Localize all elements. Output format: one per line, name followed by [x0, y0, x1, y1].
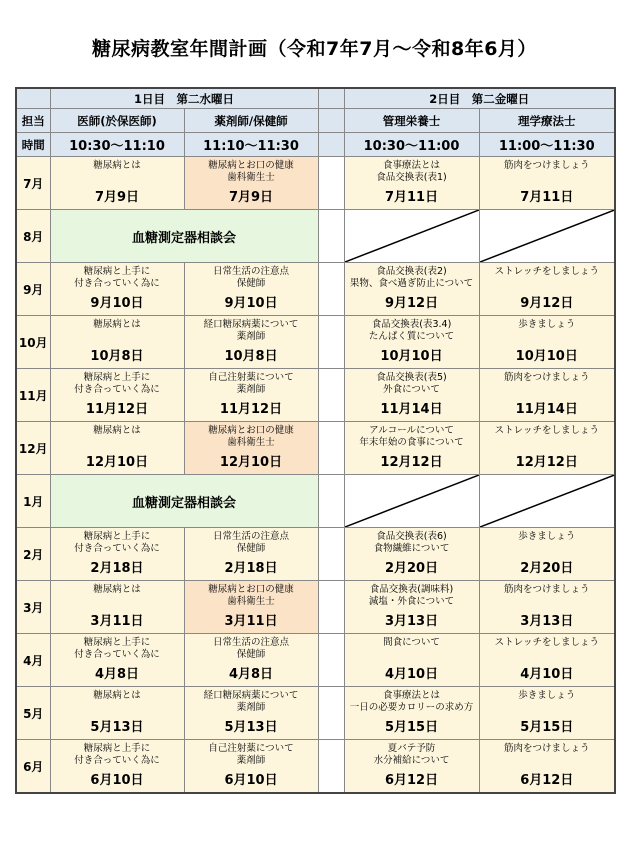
lesson-topic: 糖尿病とは: [93, 160, 141, 171]
lesson-cell: [479, 687, 615, 740]
lesson-date: 12月12日: [515, 455, 578, 470]
lesson-topic: 筋肉をつけましょう: [504, 743, 590, 754]
role-label: 担当: [16, 109, 50, 133]
lesson-topic: 糖尿病と上手に: [83, 743, 151, 754]
time-slot: 11:00～11:30: [479, 133, 615, 157]
lesson-topic: 日常生活の注意点: [213, 266, 290, 277]
lesson-cell: [344, 316, 479, 369]
time-slot: 10:30～11:10: [50, 133, 184, 157]
lesson-topic: 食品交換表(表3.4): [371, 319, 452, 330]
lesson-topic: 糖尿病とお口の健康: [208, 584, 294, 595]
lesson-date: 11月14日: [515, 402, 578, 417]
lesson-topic: 夏バテ予防: [387, 743, 436, 754]
lesson-date: 3月13日: [384, 614, 439, 629]
lesson-date: 3月13日: [520, 614, 574, 629]
lesson-cell: [479, 581, 615, 634]
header-gap: [318, 133, 344, 157]
column-gap: [318, 475, 344, 528]
time-slot: 10:30～11:00: [344, 133, 479, 157]
lesson-cell: [50, 263, 184, 316]
lesson-detail: 薬剤師: [236, 702, 266, 713]
lesson-date: 11月12日: [219, 402, 283, 417]
lesson-cell: [50, 634, 184, 687]
lesson-topic: 日常生活の注意点: [213, 531, 290, 542]
lesson-detail: 付き合っていく為に: [74, 543, 160, 554]
lesson-detail: 食品交換表(表1): [376, 172, 447, 183]
lesson-topic: 糖尿病と上手に: [83, 531, 151, 542]
lesson-topic: 糖尿病とは: [93, 319, 141, 330]
header-corner: [16, 88, 50, 109]
month-row: [16, 528, 615, 581]
column-gap: [318, 634, 344, 687]
lesson-date: 7月11日: [384, 190, 439, 205]
empty-slot: [344, 210, 479, 263]
month-row: [16, 740, 615, 794]
lesson-cell: [479, 316, 615, 369]
lesson-topic: 自己注射薬について: [208, 372, 294, 383]
lesson-topic: 歩きましょう: [518, 531, 576, 542]
lesson-detail: 保健師: [236, 649, 266, 660]
lesson-cell: [479, 422, 615, 475]
lesson-topic: 糖尿病とお口の健康: [208, 425, 294, 436]
month-row: [16, 581, 615, 634]
lesson-cell: [184, 528, 318, 581]
lesson-topic: 筋肉をつけましょう: [504, 584, 590, 595]
lesson-detail: 歯科衛生士: [227, 437, 275, 448]
lesson-date: 4月10日: [520, 667, 574, 682]
lesson-topic: 自己注射薬について: [208, 743, 294, 754]
column-gap: [318, 263, 344, 316]
month-label: 10月: [16, 316, 50, 369]
lesson-topic: 筋肉をつけましょう: [504, 160, 590, 171]
lesson-date: 7月9日: [94, 190, 140, 205]
month-label: 7月: [16, 157, 50, 210]
empty-slot: [479, 210, 615, 263]
column-gap: [318, 687, 344, 740]
lesson-date: 6月12日: [384, 773, 439, 788]
role-dietitian: 管理栄養士: [344, 109, 479, 133]
lesson-detail: 付き合っていく為に: [74, 649, 160, 660]
lesson-date: 11月12日: [85, 402, 149, 417]
lesson-detail: 年末年始の食事について: [359, 437, 464, 448]
lesson-date: 3月11日: [224, 614, 278, 629]
empty-slot: [479, 475, 615, 528]
lesson-cell: [479, 740, 615, 794]
lesson-date: 12月12日: [380, 455, 443, 470]
month-row: [16, 634, 615, 687]
month-row: [16, 475, 615, 528]
lesson-cell: [344, 157, 479, 210]
column-gap: [318, 740, 344, 794]
lesson-topic: 日常生活の注意点: [213, 637, 290, 648]
month-row: [16, 263, 615, 316]
month-label: 1月: [16, 475, 50, 528]
lesson-date: 2月20日: [520, 561, 574, 576]
header-gap: [318, 88, 344, 109]
month-row: [16, 422, 615, 475]
lesson-cell: [344, 528, 479, 581]
column-gap: [318, 528, 344, 581]
lesson-cell: [344, 634, 479, 687]
lesson-topic: ストレッチをしましょう: [494, 425, 599, 436]
lesson-topic: 食事療法とは: [383, 690, 441, 701]
lesson-cell: [184, 687, 318, 740]
lesson-date: 9月12日: [384, 296, 439, 311]
month-label: 12月: [16, 422, 50, 475]
lesson-cell: [479, 634, 615, 687]
month-row: [16, 210, 615, 263]
month-row: [16, 369, 615, 422]
month-row: [16, 316, 615, 369]
lesson-cell: [184, 369, 318, 422]
lesson-date: 5月13日: [224, 720, 278, 735]
month-label: 11月: [16, 369, 50, 422]
month-label: 8月: [16, 210, 50, 263]
role-pharmacist: 薬剤師/保健師: [184, 109, 318, 133]
empty-slot: [344, 475, 479, 528]
lesson-cell: [50, 581, 184, 634]
lesson-topic: 歩きましょう: [518, 690, 576, 701]
column-gap: [318, 422, 344, 475]
lesson-cell: [50, 528, 184, 581]
lesson-cell: [344, 369, 479, 422]
diagonal-line: [480, 475, 615, 527]
lesson-detail: 付き合っていく為に: [74, 755, 160, 766]
lesson-date: 5月15日: [384, 720, 439, 735]
lesson-topic: 食品交換表(表6): [376, 531, 447, 542]
lesson-detail: 食物繊維について: [373, 543, 450, 554]
lesson-detail: 外食について: [383, 384, 440, 395]
lesson-cell: [50, 316, 184, 369]
diagonal-line: [345, 210, 479, 262]
lesson-date: 9月12日: [520, 296, 574, 311]
month-label: 4月: [16, 634, 50, 687]
lesson-topic: 間食について: [383, 637, 440, 648]
lesson-date: 4月8日: [94, 667, 140, 682]
lesson-date: 4月8日: [228, 667, 274, 682]
lesson-detail: 薬剤師: [236, 755, 266, 766]
month-label: 2月: [16, 528, 50, 581]
column-gap: [318, 369, 344, 422]
month-label: 3月: [16, 581, 50, 634]
column-gap: [318, 581, 344, 634]
lesson-topic: ストレッチをしましょう: [494, 637, 599, 648]
lesson-cell: [50, 687, 184, 740]
lesson-cell: [184, 581, 318, 634]
lesson-cell: [344, 581, 479, 634]
lesson-detail: 歯科衛生士: [227, 596, 275, 607]
lesson-topic: 経口糖尿病薬について: [203, 690, 299, 701]
lesson-cell: [344, 263, 479, 316]
lesson-detail: たんぱく質について: [368, 331, 455, 342]
lesson-cell: [184, 740, 318, 794]
lesson-topic: 筋肉をつけましょう: [504, 372, 590, 383]
diagonal-line: [345, 475, 479, 527]
lesson-topic: 食品交換表(調味料): [369, 584, 454, 595]
time-slot: 11:10～11:30: [184, 133, 318, 157]
time-label: 時間: [16, 133, 50, 157]
special-event: 血糖測定器相談会: [50, 475, 318, 528]
month-row: [16, 687, 615, 740]
lesson-detail: 付き合っていく為に: [74, 384, 160, 395]
lesson-date: 2月18日: [90, 561, 144, 576]
lesson-topic: 経口糖尿病薬について: [203, 319, 299, 330]
lesson-date: 10月8日: [90, 349, 144, 364]
lesson-cell: [184, 316, 318, 369]
lesson-date: 7月9日: [228, 190, 274, 205]
lesson-date: 7月11日: [520, 190, 574, 205]
lesson-topic: ストレッチをしましょう: [494, 266, 599, 277]
month-label: 9月: [16, 263, 50, 316]
lesson-topic: 糖尿病とお口の健康: [208, 160, 294, 171]
lesson-topic: 糖尿病と上手に: [83, 266, 151, 277]
lesson-date: 6月10日: [90, 773, 144, 788]
lesson-topic: 糖尿病とは: [93, 690, 141, 701]
lesson-detail: 歯科衛生士: [227, 172, 275, 183]
schedule-table: [15, 87, 616, 794]
diagonal-line: [480, 210, 615, 262]
lesson-topic: アルコールについて: [369, 425, 454, 436]
lesson-date: 2月18日: [224, 561, 278, 576]
lesson-cell: [50, 157, 184, 210]
role-doctor: 医師(於保医師): [50, 109, 184, 133]
lesson-cell: [479, 369, 615, 422]
lesson-topic: 糖尿病とは: [93, 425, 141, 436]
lesson-date: 6月10日: [224, 773, 278, 788]
lesson-topic: 糖尿病とは: [93, 584, 141, 595]
lesson-cell: [184, 634, 318, 687]
lesson-cell: [184, 263, 318, 316]
lesson-detail: 薬剤師: [236, 384, 266, 395]
special-event: 血糖測定器相談会: [50, 210, 318, 263]
lesson-detail: 果物、食べ過ぎ防止について: [349, 278, 474, 289]
lesson-cell: [344, 740, 479, 794]
header-gap: [318, 109, 344, 133]
lesson-date: 9月10日: [90, 296, 144, 311]
column-gap: [318, 210, 344, 263]
month-label: 6月: [16, 740, 50, 794]
lesson-topic: 糖尿病と上手に: [83, 372, 151, 383]
lesson-date: 10月10日: [515, 349, 578, 364]
lesson-topic: 糖尿病と上手に: [83, 637, 151, 648]
role-therapist: 理学療法士: [479, 109, 615, 133]
lesson-detail: 付き合っていく為に: [74, 278, 160, 289]
day1-header: 1日目 第二水曜日: [50, 88, 318, 109]
lesson-date: 11月14日: [380, 402, 443, 417]
lesson-cell: [479, 263, 615, 316]
lesson-cell: [184, 422, 318, 475]
month-row: [16, 157, 615, 210]
lesson-date: 5月15日: [520, 720, 574, 735]
lesson-date: 10月8日: [224, 349, 278, 364]
column-gap: [318, 316, 344, 369]
lesson-detail: 薬剤師: [236, 331, 266, 342]
lesson-date: 12月10日: [219, 455, 283, 470]
day2-header: 2日目 第二金曜日: [344, 88, 615, 109]
lesson-cell: [50, 422, 184, 475]
lesson-cell: [50, 369, 184, 422]
lesson-topic: 食品交換表(表2): [376, 266, 447, 277]
lesson-date: 6月12日: [520, 773, 574, 788]
lesson-detail: 保健師: [236, 278, 266, 289]
lesson-date: 3月11日: [90, 614, 144, 629]
month-label: 5月: [16, 687, 50, 740]
column-gap: [318, 157, 344, 210]
lesson-topic: 歩きましょう: [518, 319, 576, 330]
lesson-cell: [344, 422, 479, 475]
lesson-detail: 水分補給について: [373, 755, 450, 766]
lesson-date: 12月10日: [85, 455, 149, 470]
lesson-cell: [344, 687, 479, 740]
lesson-date: 2月20日: [384, 561, 439, 576]
lesson-detail: 保健師: [236, 543, 266, 554]
lesson-topic: 食事療法とは: [383, 160, 441, 171]
lesson-date: 9月10日: [224, 296, 278, 311]
lesson-detail: 減塩・外食について: [368, 596, 455, 607]
lesson-topic: 食品交換表(表5): [376, 372, 447, 383]
lesson-cell: [479, 528, 615, 581]
page-title: 糖尿病教室年間計画（令和7年7月～令和8年6月）: [92, 38, 537, 60]
lesson-date: 5月13日: [90, 720, 144, 735]
lesson-cell: [479, 157, 615, 210]
lesson-date: 4月10日: [384, 667, 439, 682]
lesson-detail: 一日の必要カロリーの求め方: [349, 702, 474, 713]
lesson-cell: [50, 740, 184, 794]
lesson-date: 10月10日: [380, 349, 443, 364]
lesson-cell: [184, 157, 318, 210]
